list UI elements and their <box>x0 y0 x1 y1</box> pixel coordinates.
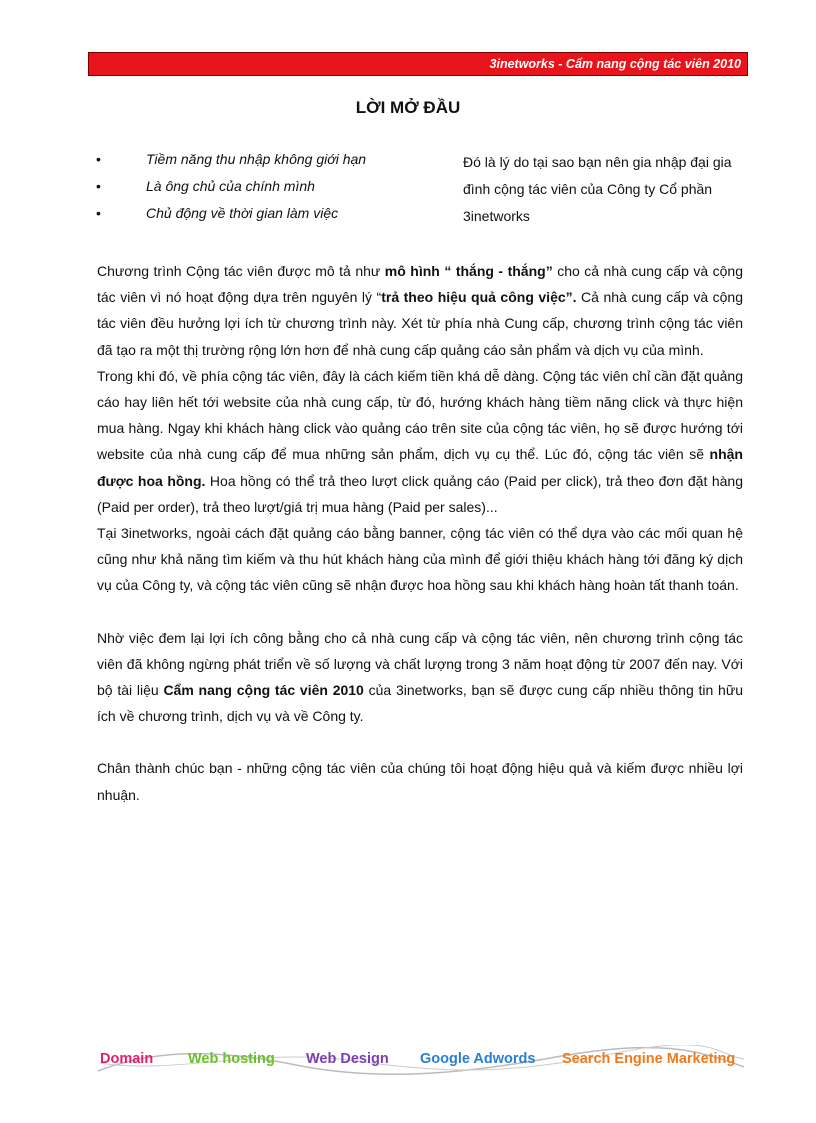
intro-side-text: Đó là lý do tại sao bạn nên gia nhập đại gia đình cộng tác viên của Công ty Cổ phần 3inetworks <box>463 154 732 224</box>
footer-item-web-design: Web Design <box>306 1051 389 1067</box>
paragraph-1: Chương trình Cộng tác viên được mô tả như mô hình “ thắng - thắng” cho cả nhà cung cấp và cộng tác viên vì nó hoạt động dựa trên nguyên lý “trả theo hiệu quả công việc”. Cả nhà cung cấp và cộng tác viên đều hưởng lợi ích từ chương trình này. Xét từ phía nhà Cung cấp, chương trình cộng tác viên đã tạo ra một thị trường rộng lớn hơn để nhà cung cấp quảng cáo sản phẩm và dịch vụ của mình. <box>97 263 743 358</box>
bullet-icon: • <box>96 178 101 194</box>
footer-services <box>96 1045 746 1075</box>
footer-item-search-engine-marketing: Search Engine Marketing <box>562 1051 736 1067</box>
bullet-text: Là ông chủ của chính mình <box>146 178 315 194</box>
bullet-icon: • <box>96 205 101 221</box>
paragraph-3: Tại 3inetworks, ngoài cách đặt quảng cáo bằng banner, cộng tác viên có thể dựa vào các mối quan hệ cũng như khả năng tìm kiếm và thu hút khách hàng của mình để giới thiệu khách hàng tới đăng ký dịch vụ của Công ty, và cộng tác viên cũng sẽ nhận được hoa hồng sau khi khách hàng hoàn tất thanh toán. <box>97 525 743 594</box>
page-title: LỜI MỞ ĐẦU <box>355 98 461 117</box>
footer-item-web-hosting: Web hosting <box>188 1051 275 1067</box>
header-bar <box>88 52 748 76</box>
bullet-text: Tiềm năng thu nhập không giới hạn <box>146 151 367 167</box>
paragraph-2: Trong khi đó, về phía cộng tác viên, đây là cách kiếm tiền khá dễ dàng. Cộng tác viên chỉ cần đặt quảng cáo hay liên hết tới website của nhà cung cấp, từ đó, hướng khách hàng tiềm năng click và thực hiện mua hàng. Ngay khi khách hàng click vào quảng cáo trên site của cộng tác viên, họ sẽ được hướng tới website của nhà cung cấp để mua những sản phẩm, dịch vụ cụ thể. Lúc đó, cộng tác viên sẽ nhận được hoa hồng. Hoa hồng có thể trả theo lượt click quảng cáo (Paid per click), trả theo đơn đặt hàng (Paid per order), trả theo lượt/giá trị mua hàng (Paid per sales)... <box>97 367 743 515</box>
bullet-icon: • <box>96 151 101 167</box>
paragraph-4: Nhờ việc đem lại lợi ích công bằng cho cả nhà cung cấp và cộng tác viên, nên chương trình cộng tác viên đã không ngừng phát triển về số lượng và chất lượng trong 3 năm hoạt động từ 2007 đến nay. Với bộ tài liệu Cẩm nang cộng tác viên 2010 của 3inetworks, bạn sẽ được cung cấp nhiều thông tin hữu ích về chương trình, dịch vụ và về Công ty. <box>97 629 744 725</box>
footer-item-google-adwords: Google Adwords <box>420 1051 536 1067</box>
footer-item-domain: Domain <box>100 1051 154 1067</box>
bullet-text: Chủ động về thời gian làm việc <box>146 205 339 221</box>
paragraph-5: Chân thành chúc bạn - những cộng tác viên của chúng tôi hoạt động hiệu quả và kiếm được nhiều lợi nhuận. <box>97 760 743 803</box>
header-text: 3inetworks - Cẩm nang cộng tác viên 2010 <box>489 57 741 71</box>
body-text <box>97 258 743 808</box>
